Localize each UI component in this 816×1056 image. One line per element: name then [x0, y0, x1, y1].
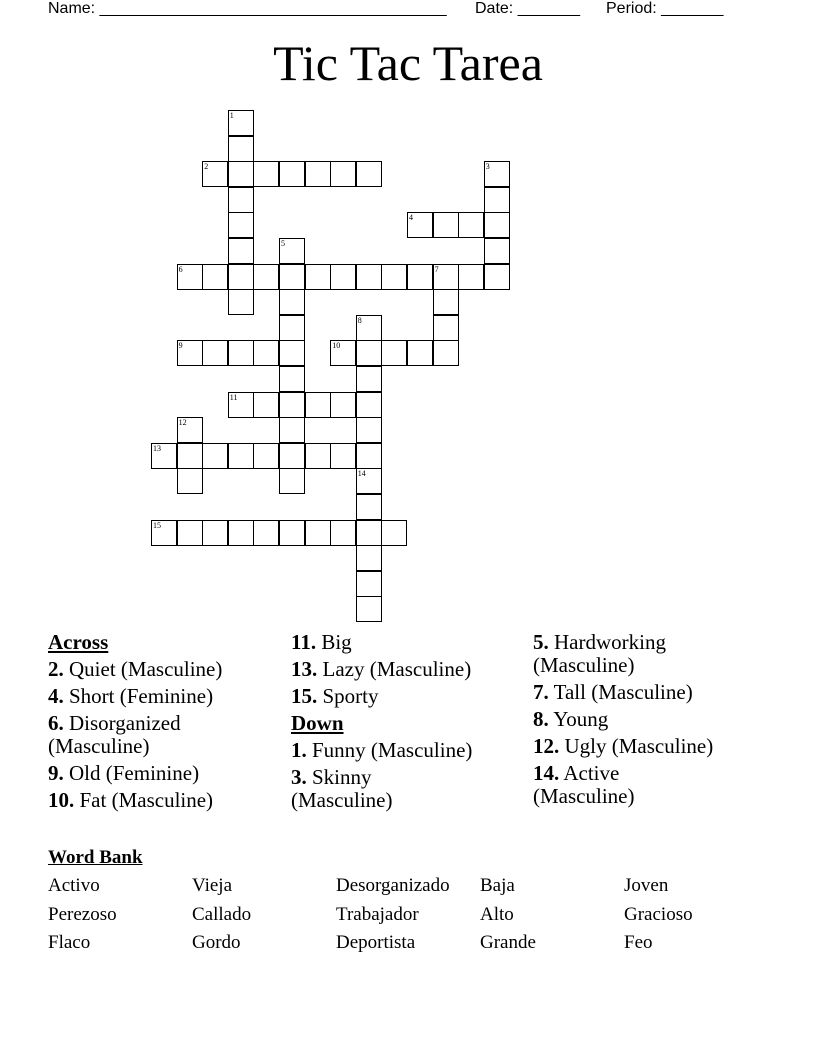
word-bank-word: Grande: [480, 932, 536, 953]
word-bank-word: Callado: [192, 904, 252, 925]
crossword-cell[interactable]: [279, 238, 305, 264]
crossword-cell[interactable]: [228, 520, 254, 546]
crossword-cell[interactable]: [433, 315, 459, 341]
crossword-cell[interactable]: [433, 289, 459, 315]
date-field[interactable]: Date: _______: [475, 0, 580, 17]
crossword-cell[interactable]: [305, 161, 331, 187]
clues-column-1: [48, 631, 298, 816]
word-bank-word: Vieja: [192, 875, 233, 896]
clue-down-5: 5. Hardworking (Masculine): [533, 630, 666, 677]
clue-number: 11: [229, 392, 238, 402]
crossword-cell[interactable]: [356, 264, 382, 290]
crossword-cell[interactable]: [279, 392, 305, 418]
crossword-cell[interactable]: [330, 340, 356, 366]
crossword-cell[interactable]: [228, 238, 254, 264]
crossword-cell[interactable]: [228, 212, 254, 238]
crossword-cell[interactable]: [356, 161, 382, 187]
crossword-cell[interactable]: [356, 468, 382, 494]
crossword-cell[interactable]: [407, 212, 433, 238]
word-bank-word: Perezoso: [48, 904, 117, 925]
clue-down-14: 14. Active (Masculine): [533, 761, 635, 808]
crossword-cell[interactable]: [407, 264, 433, 290]
clue-across-10: 10. Fat (Masculine): [48, 788, 214, 812]
crossword-cell[interactable]: [228, 161, 254, 187]
crossword-cell[interactable]: [356, 443, 382, 469]
clue-across-6: 6. Disorganized (Masculine): [48, 711, 181, 758]
crossword-cell[interactable]: [177, 264, 203, 290]
crossword-cell[interactable]: [305, 392, 331, 418]
word-bank-word: Desorganizado: [336, 875, 450, 896]
crossword-cell[interactable]: [228, 187, 254, 213]
crossword-cell[interactable]: [433, 340, 459, 366]
clue-number: 13: [153, 443, 161, 453]
crossword-cell[interactable]: [253, 340, 279, 366]
clue-down-3: 3. Skinny (Masculine): [291, 765, 393, 812]
crossword-cell[interactable]: [381, 264, 407, 290]
word-bank-word: Flaco: [48, 932, 91, 953]
clue-number: 4: [409, 213, 413, 223]
crossword-cell[interactable]: [356, 315, 382, 341]
crossword-cell[interactable]: [228, 136, 254, 162]
crossword-cell[interactable]: [279, 468, 305, 494]
crossword-cell[interactable]: [228, 264, 254, 290]
crossword-cell[interactable]: [279, 289, 305, 315]
crossword-cell[interactable]: [202, 264, 228, 290]
crossword-cell[interactable]: [356, 494, 382, 520]
clue-number: 9: [178, 341, 183, 351]
crossword-cell[interactable]: [458, 212, 484, 238]
crossword-cell[interactable]: [228, 392, 254, 418]
clue-down-12: 12. Ugly (Masculine): [533, 734, 714, 758]
crossword-cell[interactable]: [356, 392, 382, 418]
clue-number: 3: [485, 162, 490, 172]
clues-column-2: [291, 631, 541, 816]
clue-number: 10: [332, 341, 341, 351]
crossword-cell[interactable]: [381, 340, 407, 366]
crossword-cell[interactable]: [356, 417, 382, 443]
crossword-cell[interactable]: [330, 161, 356, 187]
crossword-cell[interactable]: [228, 110, 254, 136]
crossword-cell[interactable]: [253, 264, 279, 290]
crossword-cell[interactable]: [228, 340, 254, 366]
clue-across-4: 4. Short (Feminine): [48, 684, 214, 708]
crossword-cell[interactable]: [177, 468, 203, 494]
across-heading: Across: [48, 630, 109, 654]
crossword-cell[interactable]: [253, 443, 279, 469]
crossword-cell[interactable]: [151, 520, 177, 546]
crossword-cell[interactable]: [228, 289, 254, 315]
clues-column-3: [533, 631, 768, 812]
crossword-cell[interactable]: [330, 443, 356, 469]
word-bank-word: Joven: [624, 875, 669, 896]
period-field[interactable]: Period: _______: [606, 0, 724, 17]
crossword-cell[interactable]: [202, 520, 228, 546]
crossword-cell[interactable]: [458, 264, 484, 290]
clue-across-15: 15. Sporty: [291, 684, 379, 708]
crossword-cell[interactable]: [305, 264, 331, 290]
clue-number: 12: [178, 418, 187, 428]
clue-number: 8: [357, 315, 362, 325]
crossword-cell[interactable]: [305, 443, 331, 469]
crossword-cell[interactable]: [279, 366, 305, 392]
name-field[interactable]: Name: _______________________________________: [48, 0, 447, 17]
clue-number: 2: [204, 162, 209, 172]
word-bank-word: Gracioso: [624, 904, 693, 925]
clue-across-11: 11. Big: [291, 630, 352, 654]
crossword-cell[interactable]: [356, 366, 382, 392]
clue-down-8: 8. Young: [533, 707, 609, 731]
crossword-cell[interactable]: [330, 264, 356, 290]
worksheet-title: Tic Tac Tarea: [273, 35, 543, 91]
crossword-cell[interactable]: [279, 340, 305, 366]
down-heading: Down: [291, 711, 344, 735]
clue-down-7: 7. Tall (Masculine): [533, 680, 693, 704]
crossword-cell[interactable]: [356, 520, 382, 546]
crossword-cell[interactable]: [177, 340, 203, 366]
crossword-cell[interactable]: [330, 520, 356, 546]
clue-across-2: 2. Quiet (Masculine): [48, 657, 223, 681]
crossword-cell[interactable]: [253, 520, 279, 546]
crossword-cell[interactable]: [407, 340, 433, 366]
crossword-cell[interactable]: [202, 161, 228, 187]
word-bank-heading: Word Bank: [48, 847, 143, 868]
crossword-cell[interactable]: [330, 392, 356, 418]
word-bank-word: Feo: [624, 932, 653, 953]
crossword-cell[interactable]: [279, 417, 305, 443]
crossword-cell[interactable]: [356, 545, 382, 571]
crossword-cell[interactable]: [177, 417, 203, 443]
crossword-cell[interactable]: [356, 596, 382, 622]
word-bank-word: Activo: [48, 875, 100, 896]
clue-number: 6: [178, 264, 183, 274]
word-bank-word: Trabajador: [336, 904, 419, 925]
crossword-cell[interactable]: [381, 520, 407, 546]
clue-number: 15: [153, 520, 161, 530]
crossword-cell[interactable]: [356, 571, 382, 597]
clue-down-1: 1. Funny (Masculine): [291, 738, 473, 762]
clue-across-13: 13. Lazy (Masculine): [291, 657, 472, 681]
crossword-cell[interactable]: [279, 315, 305, 341]
crossword-cell[interactable]: [356, 340, 382, 366]
word-bank-word: Gordo: [192, 932, 241, 953]
crossword-cell[interactable]: [433, 212, 459, 238]
clue-number: 5: [281, 239, 285, 248]
crossword-cell[interactable]: [279, 161, 305, 187]
crossword-cell[interactable]: [484, 238, 510, 264]
clue-across-9: 9. Old (Feminine): [48, 761, 200, 785]
crossword-cell[interactable]: [279, 264, 305, 290]
word-bank-word: Baja: [480, 875, 515, 896]
crossword-cell[interactable]: [484, 187, 510, 213]
crossword-cell[interactable]: [305, 520, 331, 546]
clue-number: 14: [357, 469, 366, 479]
crossword-cell[interactable]: [484, 212, 510, 238]
crossword-cell[interactable]: [151, 443, 177, 469]
word-bank-word: Deportista: [336, 932, 416, 953]
crossword-cell[interactable]: [202, 443, 228, 469]
header-line: [48, 0, 768, 20]
crossword-cell[interactable]: [279, 443, 305, 469]
crossword-cell[interactable]: [484, 161, 510, 187]
clue-number: 1: [229, 111, 234, 120]
crossword-cell[interactable]: [253, 161, 279, 187]
crossword-cell[interactable]: [228, 443, 254, 469]
word-bank-word: Alto: [480, 904, 514, 925]
crossword-cell[interactable]: [279, 520, 305, 546]
crossword-cell[interactable]: [433, 264, 459, 290]
crossword-cell[interactable]: [177, 520, 203, 546]
clue-number: 7: [434, 264, 439, 274]
crossword-cell[interactable]: [484, 264, 510, 290]
crossword-cell[interactable]: [253, 392, 279, 418]
crossword-cell[interactable]: [177, 443, 203, 469]
crossword-cell[interactable]: [202, 340, 228, 366]
